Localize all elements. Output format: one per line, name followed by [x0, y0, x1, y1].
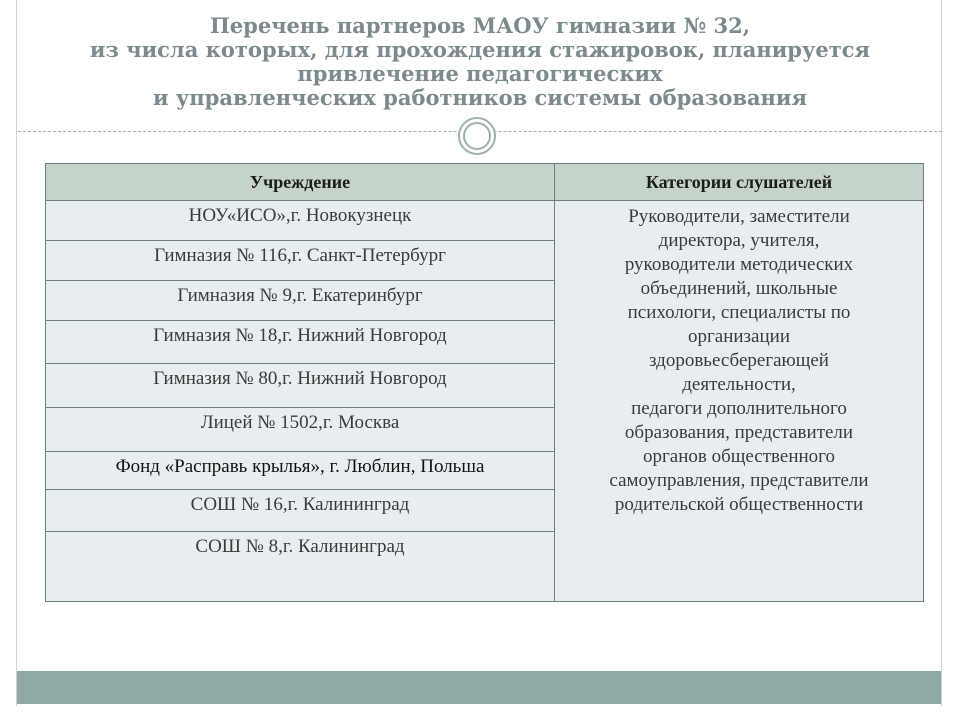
institution-cell: Гимназия № 116,г. Санкт-Петербург [46, 241, 555, 281]
table-row [46, 201, 924, 241]
category-line: родительской общественности [614, 494, 864, 515]
institution-cell: Фонд «Расправь крылья», г. Люблин, Польша [46, 452, 555, 490]
institution-cell: СОШ № 16,г. Калининград [46, 490, 555, 532]
category-line: педагоги дополнительного [631, 398, 847, 419]
partners-table [45, 163, 924, 602]
header-institution: Учреждение [46, 164, 555, 201]
category-line: Руководители, заместители [628, 206, 850, 227]
category-line: психологи, специалисты по [627, 302, 851, 323]
category-line: образования, представители [624, 422, 854, 443]
category-line: органов общественного [642, 446, 835, 467]
title-line: и управленческих работников системы образования [152, 85, 808, 110]
category-line: организации [687, 326, 790, 347]
category-line: руководители методических [624, 254, 854, 275]
title-line: привлечение педагогических [297, 61, 663, 86]
title-line: Перечень партнеров МАОУ гимназии № 32, [209, 13, 751, 38]
category-line: деятельности, [682, 374, 796, 395]
institution-cell: Гимназия № 18,г. Нижний Новгород [46, 321, 555, 364]
institution-cell: НОУ«ИСО»,г. Новокузнецк [46, 201, 555, 241]
category-line: здоровьесберегающей [649, 350, 829, 371]
institution-cell: Гимназия № 80,г. Нижний Новгород [46, 364, 555, 408]
category-line: объединений, школьные [640, 278, 838, 299]
institution-cell: СОШ № 8,г. Калининград [46, 532, 555, 602]
decorative-circle-icon [458, 117, 496, 155]
institution-cell: Гимназия № 9,г. Екатеринбург [46, 281, 555, 321]
slide-title [40, 14, 920, 110]
institution-cell: Лицей № 1502,г. Москва [46, 408, 555, 452]
title-line: из числа которых, для прохождения стажировок, планируется [89, 37, 871, 62]
header-categories: Категории слушателей [555, 164, 924, 201]
footer-bar [17, 671, 941, 704]
category-line: директора, учителя, [658, 230, 820, 251]
table-header-row [46, 164, 924, 201]
category-line: самоуправления, представители [609, 470, 869, 491]
categories-cell [555, 201, 924, 602]
